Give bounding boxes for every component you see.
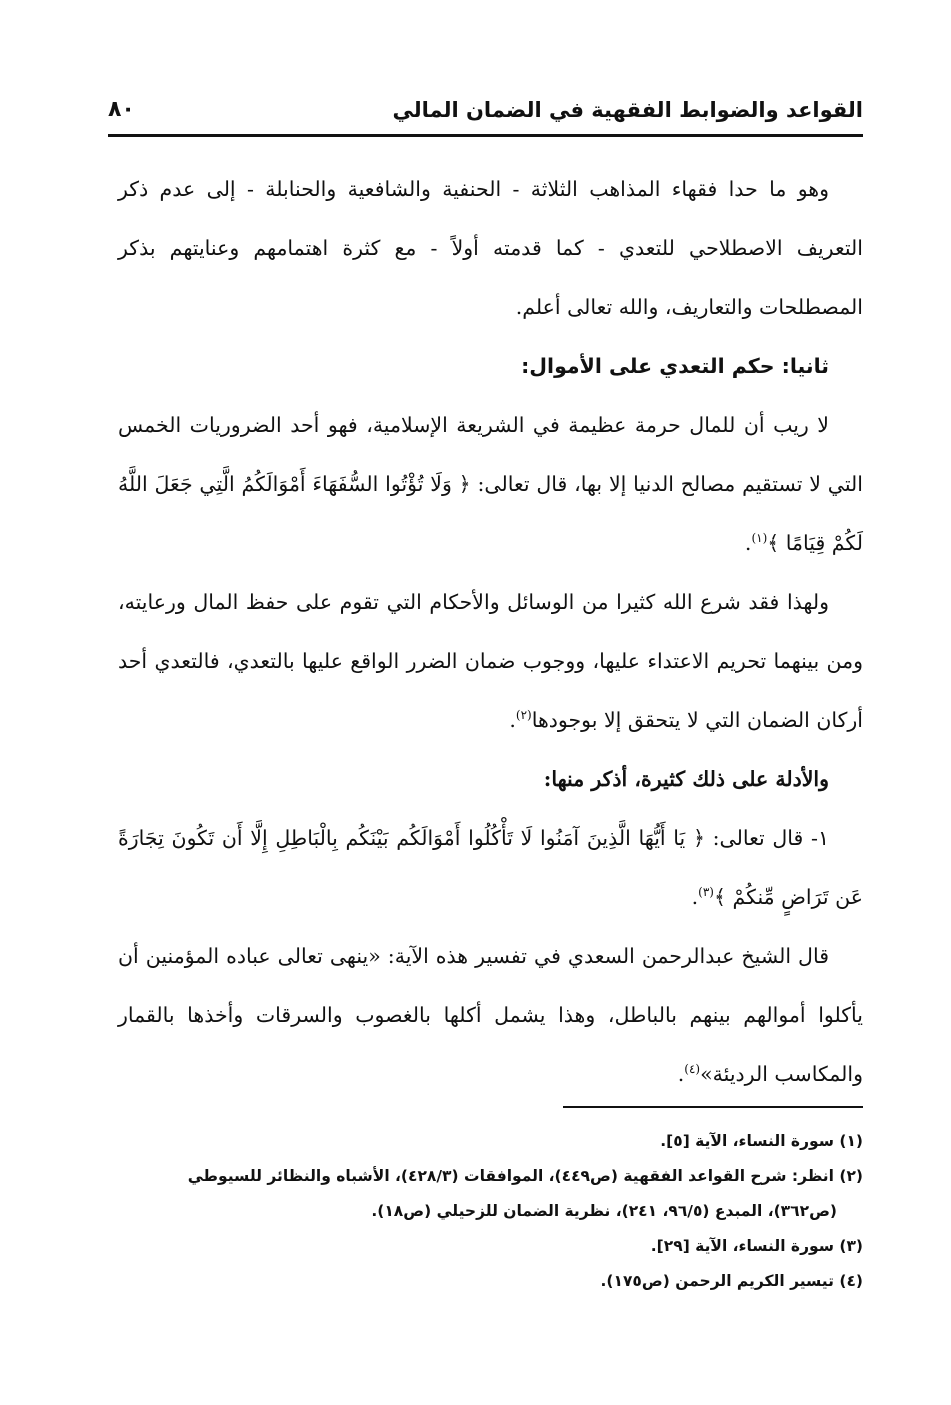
section-heading: ثانيا: حكم التعدي على الأموال: <box>521 354 829 378</box>
footnote-2: (٢) انظر: شرح القواعد الفقهية (ص٤٤٩)، الموافقات (٤٢٨/٣)، الأشباه والنظائر للسيوطي <box>187 1167 863 1185</box>
page-number: ٨٠ <box>108 97 135 122</box>
evidence-intro: والأدلة على ذلك كثيرة، أذكر منها: <box>543 767 829 791</box>
evidence-item-1-text: ١- قال تعالى: <box>712 826 829 850</box>
page-header <box>108 90 863 130</box>
quran-verse-2: ﴿ يَا أَيُّهَا الَّذِينَ آمَنُوا لَا تَأْكُلُوا أَمْوَالَكُم بَيْنَكُم بِالْبَاطِلِ إِلَّا أَن تَكُونَ تِجَارَةً عَن تَرَاضٍ مِّنكُمْ ﴾ <box>118 826 863 909</box>
quran-verse-1: ﴿ وَلَا تُؤْتُوا السُّفَهَاءَ أَمْوَالَكُمُ الَّتِي جَعَلَ اللَّهُ لَكُمْ قِيَامًا ﴾ <box>118 472 863 555</box>
footnote-1: (١) سورة النساء، الآية [٥]. <box>660 1132 863 1150</box>
evidence-item-1: ١- قال تعالى: ﴿ يَا أَيُّهَا الَّذِينَ آمَنُوا لَا تَأْكُلُوا أَمْوَالَكُم بَيْنَكُم بِالْبَاطِلِ إِلَّا أَن تَكُونَ تِجَارَةً عَن تَرَاضٍ مِّنكُمْ ﴾$^{(٣)}$. <box>118 826 863 909</box>
footnote-divider <box>563 1106 863 1108</box>
footnote-ref-1[interactable]: (١) <box>751 531 768 546</box>
paragraph-4-text: قال الشيخ عبدالرحمن السعدي في تفسير هذه الآية: «ينهى تعالى عباده المؤمنين أن يأكلوا أموالهم بينهم بالباطل، وهذا يشمل أكلها بالغصوب والسرقات وأخذها بالقمار والمكاسب الرديئة» <box>118 944 863 1086</box>
paragraph-1: وهو ما حدا فقهاء المذاهب الثلاثة - الحنفية والشافعية والحنابلة - إلى عدم ذكر التعريف الاصطلاحي للتعدي - كما قدمته أولاً - مع كثرة اهتمامهم وعنايتهم بذكر المصطلحات والتعاريف، والله تعالى أعلم. <box>118 177 863 319</box>
main-text <box>118 160 863 1104</box>
footnote-ref-2[interactable]: (٢) <box>515 708 532 723</box>
header-divider <box>108 134 863 137</box>
footnote-2-continued: (ص٣٦٢)، المبدع (٩٦/٥، ٢٤١)، نظرية الضمان للزحيلي (ص١٨). <box>371 1202 837 1220</box>
footnote-ref-3[interactable]: (٣) <box>698 885 714 900</box>
footnote-ref-4[interactable]: (٤) <box>684 1062 701 1077</box>
footnote-4: (٤) تيسير الكريم الرحمن (ص١٧٥). <box>600 1272 863 1290</box>
footnote-3: (٣) سورة النساء، الآية [٢٩]. <box>650 1237 863 1255</box>
footnotes <box>108 1124 863 1299</box>
paragraph-4: قال الشيخ عبدالرحمن السعدي في تفسير هذه الآية: «ينهى تعالى عباده المؤمنين أن يأكلوا أموالهم بينهم بالباطل، وهذا يشمل أكلها بالغصوب والسرقات وأخذها بالقمار والمكاسب الرديئة»$^{(٤)}$. <box>118 944 863 1086</box>
paragraph-3-text: ولهذا فقد شرع الله كثيرا من الوسائل والأحكام التي تقوم على حفظ المال ورعايته، ومن بينهما تحريم الاعتداء عليها، ووجوب ضمان الضرر الواقع عليها بالتعدي، فالتعدي أحد أركان الضمان التي لا يتحقق إلا بوجودها <box>118 590 863 732</box>
paragraph-2-text: لا ريب أن للمال حرمة عظيمة في الشريعة الإسلامية، فهو أحد الضروريات الخمس التي لا تستقيم مصالح الدنيا إلا بها، قال تعالى: <box>118 413 863 496</box>
paragraph-3: ولهذا فقد شرع الله كثيرا من الوسائل والأحكام التي تقوم على حفظ المال ورعايته، ومن بينهما تحريم الاعتداء عليها، ووجوب ضمان الضرر الواقع عليها بالتعدي، فالتعدي أحد أركان الضمان التي لا يتحقق إلا بوجودها$^{(٢)}$. <box>118 590 863 732</box>
running-title: القواعد والضوابط الفقهية في الضمان المالي <box>392 98 863 122</box>
paragraph-2: لا ريب أن للمال حرمة عظيمة في الشريعة الإسلامية، فهو أحد الضروريات الخمس التي لا تستقيم مصالح الدنيا إلا بها، قال تعالى: ﴿ وَلَا تُؤْتُوا السُّفَهَاءَ أَمْوَالَكُمُ الَّتِي جَعَلَ اللَّهُ لَكُمْ قِيَامًا ﴾$^{(١)}$. <box>118 413 863 555</box>
